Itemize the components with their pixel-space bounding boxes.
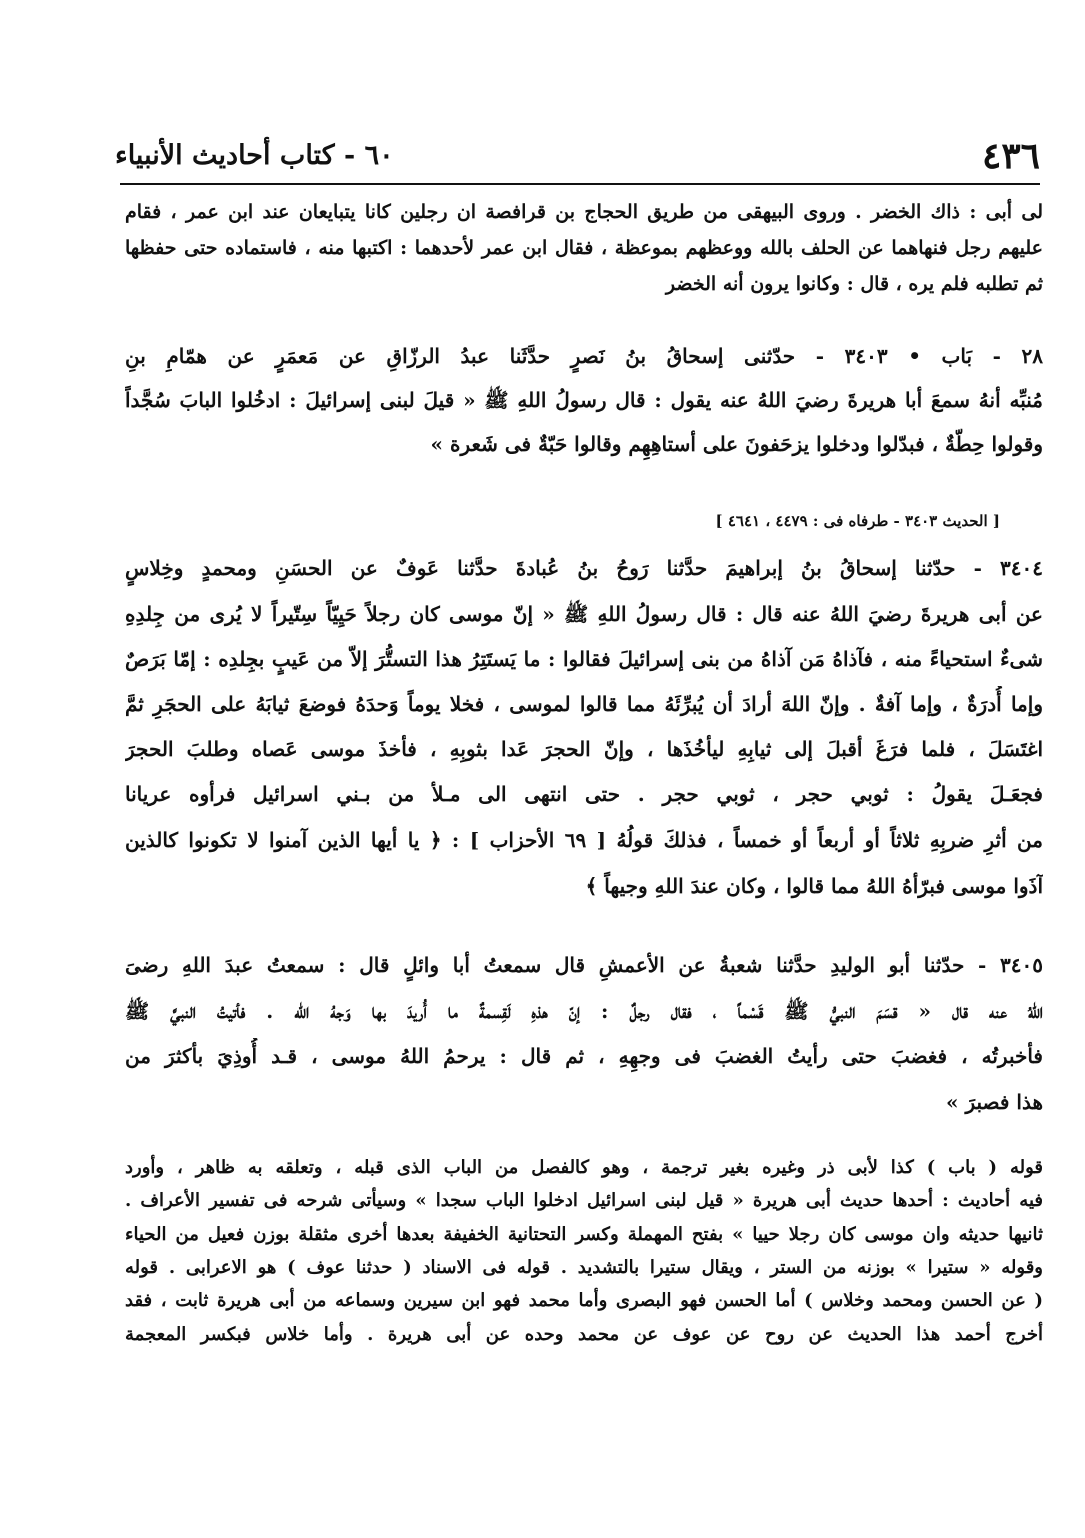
- commentary-line: أخرج أحمد هذا الحديث عن روح عن عوف عن محمد وحده عن أبى هريرة . وأما خلاس فبكسر المعجمة: [125, 1324, 1043, 1345]
- hadith-3403-reference: [ الحديث ٣٤٠٣ - طرفاه فى : ٤٤٧٩ ، ٤٦٤١ ]: [715, 512, 1000, 530]
- hadith-3403-line: ٢٨ - بَاب • ٣٤٠٣ - حدّثنى إسحاقُ بنُ نَصرٍ حدَّثَنا عبدُ الرزّاقِ عن مَعمَرٍ عن همّامِ بنِ: [125, 344, 1043, 368]
- hadith-3404-line: عن أبى هريرةَ رضيَ اللهُ عنه قال : قال رسولُ اللهِ ﷺ « إنّ موسى كان رجلاً حَيِيّاً سِتّيراً لا يُرى من جِلدِهِ: [125, 602, 1043, 626]
- book-title: ٦٠ - كتاب أحاديث الأنبياء: [115, 140, 394, 171]
- hadith-3404-line: وإما أُدرَةٌ ، وإما آفةٌ . وإنّ اللهَ أرادَ أن يُبرِّئَهُ مما قالوا لموسى ، فخلا يوماً وَحدَهُ فوضعَ ثيابَهُ على الحجَرِ ثمَّ: [125, 692, 1043, 716]
- commentary-line: فيه أحاديث : أحدها حديث أبى هريرة « قيل لبنى اسرائيل ادخلوا الباب سجدا » وسيأتى شرحه فى تفسير الأعراف .: [125, 1190, 1043, 1211]
- hadith-3404-line: فجعَـلَ يقولُ : ثوبي حجر ، ثوبي حجر . حتى انتهى الى مـلأ من بـني اسرائيل فرأوه عريانا: [125, 782, 1043, 806]
- hadith-3403-line: مُنبِّه أنهُ سمعَ أبا هريرةَ رضيَ اللهُ عنه يقول : قال رسولُ اللهِ ﷺ « قيلَ لبنى إسرائيلَ : ادخُلوا البابَ سُجَّداً: [125, 388, 1043, 412]
- hadith-3405-line: اللهُ عنه قال « قسَمَ النبيُّ ﷺ قَسْماً ، فقال رجلٌ : إنّ هذهِ لَقِسمةٌ ما أُريدَ بها وَجهُ الله . فأتيتُ النبيَّ ﷺ: [125, 999, 1043, 1023]
- commentary-line: ثانيها حديثه وان موسى كان رجلا حييا » بفتح المهملة وكسر التحتانية الخفيفة بعدها أخرى مثقلة بوزن فعيل من الحياء: [125, 1224, 1043, 1245]
- page-header: [115, 133, 1040, 179]
- hadith-3405-line: ٣٤٠٥ - حدّثنا أبو الوليدِ حدَّثنا شعبةُ عن الأعمشِ قال سمعتُ أبا وائلٍ قال : سمعتُ عبدَ اللهِ رضىَ: [125, 953, 1043, 977]
- commentary-line: ( عن الحسن ومحمد وخلاس ) أما الحسن فهو البصرى وأما محمد فهو ابن سيرين وسماعه من أبى هريرة ثابت ، فقد: [125, 1290, 1043, 1311]
- hadith-3404-line: ٣٤٠٤ - حدّثنا إسحاقُ بنُ إبراهيمَ حدَّثنا رَوحُ بنُ عُبادةَ حدَّثنا عَوفٌ عن الحسَنِ ومحمدٍ وخِلاسٍ: [125, 556, 1043, 580]
- hadith-3405-line: هذا فصبرَ »: [945, 1090, 1043, 1114]
- commentary-line: قوله ( باب ) كذا لأبى ذر وغيره بغير ترجمة ، وهو كالفصل من الباب الذى قبله ، وتعلقه به ظاهر ، وأورد: [125, 1157, 1043, 1178]
- top-note-line: لى أبى : ذاك الخضر . وروى البيهقى من طريق الحجاج بن قرافصة ان رجلين كانا يتبايعان عند ابن عمر ، فقام: [125, 201, 1043, 223]
- hadith-3403-line: وقولوا حِطّةٌ ، فبدّلوا ودخلوا يزحَفونَ على أستاهِهِم وقالوا حَبّةٌ فى شَعرة »: [430, 432, 1043, 456]
- hadith-3404-line: من أثرِ ضربِهِ ثلاثاً أو أربعاً أو خمساً ، فذلكَ قولُهُ [ ٦٩ الأحزاب ] : ﴿ يا أيها الذين آمنوا لا تكونوا كالذين: [125, 828, 1043, 852]
- hadith-3404-line: آذَوا موسى فبرّأهُ اللهُ مما قالوا ، وكان عندَ اللهِ وجيهاً ﴾: [585, 874, 1043, 898]
- commentary-line: وقوله « ستيرا » بوزنه من الستر ، ويقال ستيرا بالتشديد . قوله فى الاسناد ( حدثنا عوف ) هو الاعرابى . قوله: [125, 1257, 1043, 1278]
- header-rule: [120, 183, 1040, 185]
- top-note-line: ثم تطلبه فلم يره ، قال : وكانوا يرون أنه الخضر: [665, 273, 1043, 295]
- hadith-3404-line: اغتَسَلَ ، فلما فرَغَ أقبلَ إلى ثيابِهِ ليأخُذَها ، وإنّ الحجرَ عَدا بثوبِهِ ، فأخذَ موسى عَصاه وطلبَ الحجرَ: [125, 737, 1043, 761]
- hadith-3405-line: فأخبرتُه ، فغضبَ حتى رأيتُ الغضبَ فى وجهِهِ ، ثم قال : يرحمُ اللهُ موسى ، قـد أُوذِيَ بأكثرَ من: [125, 1044, 1043, 1068]
- top-note-line: عليهم رجل فنهاهما عن الحلف بالله ووعظهم بموعظة ، فقال ابن عمر لأحدهما : اكتبها منه ، فاستماده حتى حفظها: [125, 237, 1043, 259]
- hadith-3404-line: شىءٌ استحياءً منه ، فآذاهُ مَن آذاهُ من بنى إسرائيلَ فقالوا : ما يَستَتِرُ هذا التستُّرَ إلاّ من عَيبٍ بجِلدِه : إمّا بَرَصٌ: [125, 647, 1043, 671]
- page-number: ٤٣٦: [981, 135, 1040, 177]
